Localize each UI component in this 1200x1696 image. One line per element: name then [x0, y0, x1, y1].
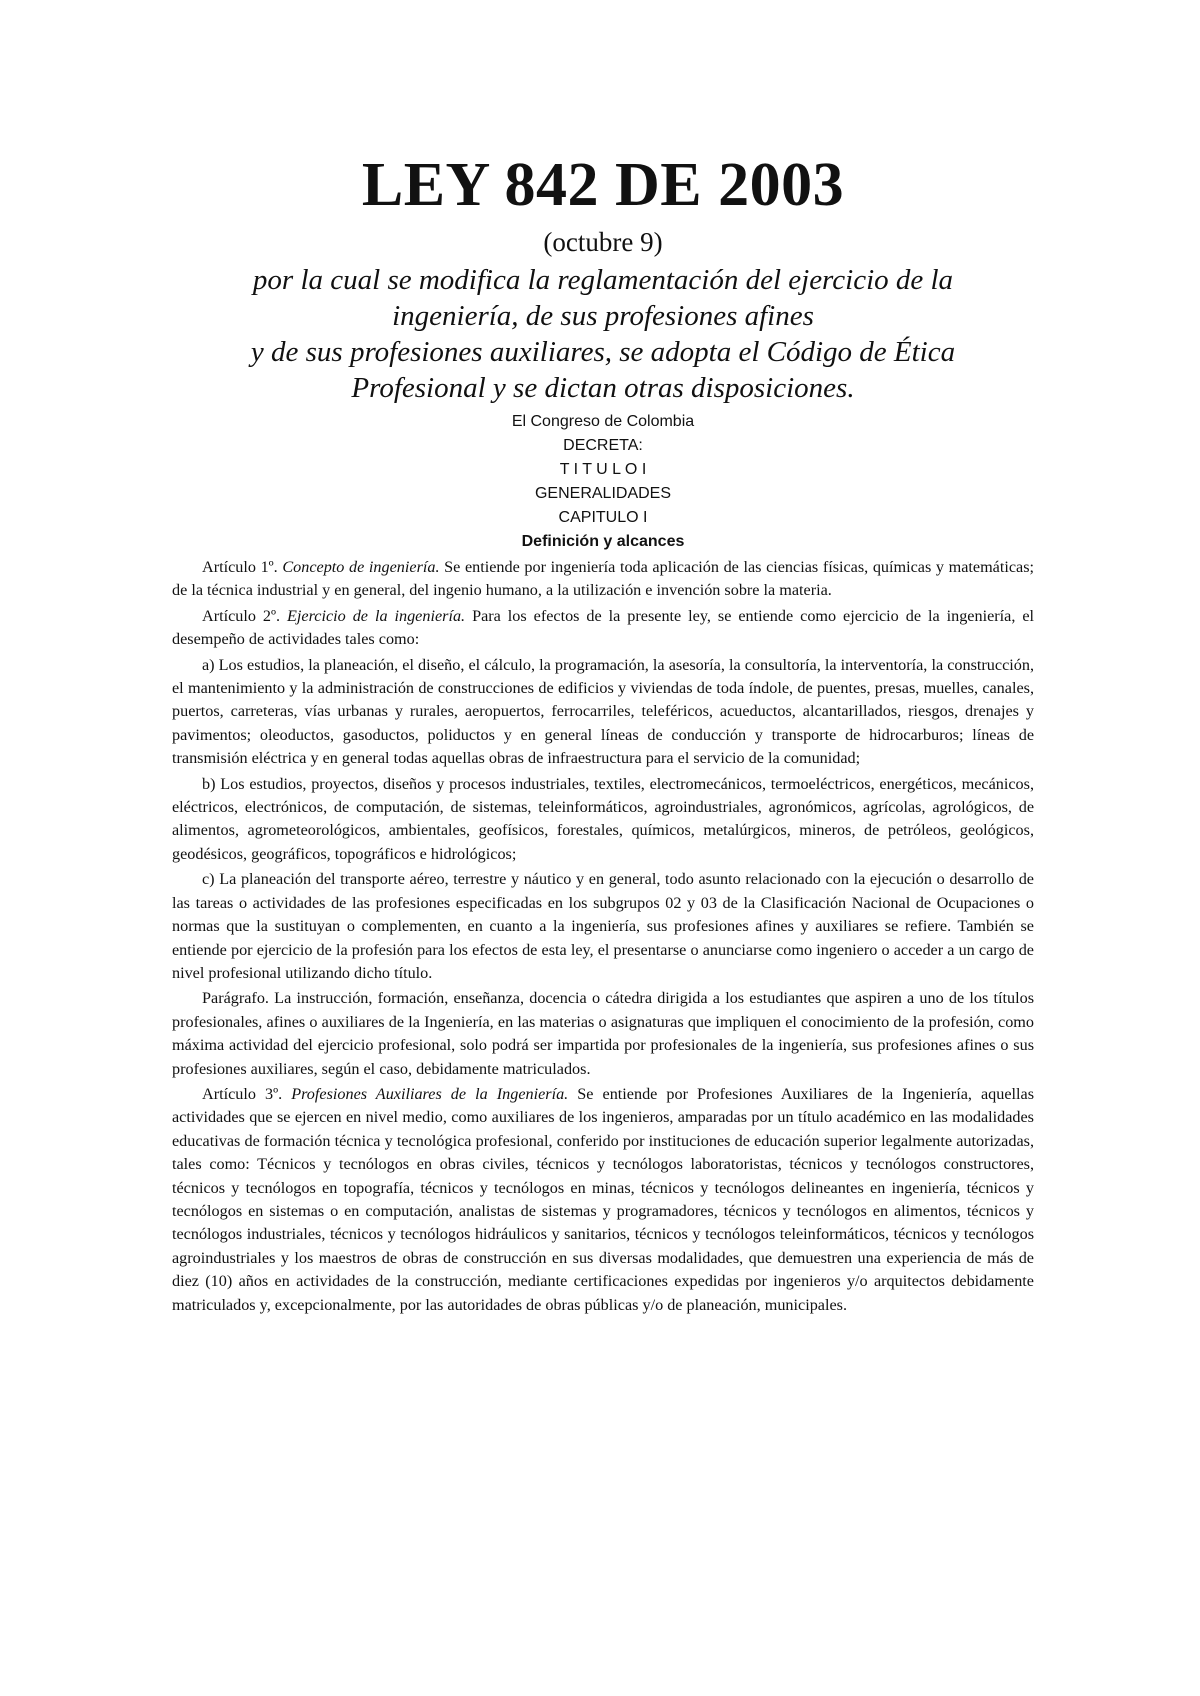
subtitle-line: por la cual se modifica la reglamentación del ejercicio de la	[252, 264, 954, 296]
subtitle-line: y de sus profesiones auxiliares, se adopta el Código de Ética	[250, 336, 956, 368]
decree-heading: DECRETA:	[563, 437, 643, 454]
article-label: Artículo 3º.	[202, 1084, 283, 1103]
article-text: Para los efectos de la presente ley, se entiende como ejercicio de la ingeniería, el desempeño de actividades tales como:	[172, 606, 1035, 649]
article-heading: Concepto de ingeniería.	[282, 558, 440, 576]
article-label: Artículo 2º.	[202, 606, 281, 625]
document-page	[172, 150, 1034, 1317]
capitulo-name: Definición y alcances	[521, 533, 685, 550]
law-subtitle	[172, 262, 1034, 406]
article-2-item-c: c) La planeación del transporte aéreo, terrestre y náutico y en general, todo asunto relacionado con la ejecución o desarrollo de las tareas o actividades de las profesiones especificadas en los subgrupos 02 y 03 de la Clasificación Nacional de Ocupaciones o normas que la sustituyan o complementen, en cuanto a la ingeniería, sus profesiones afines y auxiliares se refiere. También se entiende por ejercicio de la profesión para los efectos de esta ley, el presentarse o anunciarse como ingeniero o acceder a un cargo de nivel profesional utilizando dicho título.	[172, 870, 1034, 982]
article-1	[172, 556, 1034, 603]
article-heading: Ejercicio de la ingeniería.	[287, 606, 466, 625]
law-title: LEY 842 DE 2003	[361, 151, 845, 219]
subtitle-line: Profesional y se dictan otras disposiciones.	[351, 372, 855, 404]
article-text: Se entiende por Profesiones Auxiliares de la Ingeniería, aquellas actividades que se ejercen en nivel medio, como auxiliares de los ingenieros, amparadas por un título académico en las modalidades educativas de formación técnica y tecnológica profesional, conferido por instituciones de educación superior legalmente autorizadas, tales como: Técnicos y tecnólogos en obras civiles, técnicos y tecnólogos laboratoristas, técnicos y tecnólogos constructores, técnicos y tecnólogos en topografía, técnicos y tecnólogos en minas, técnicos y tecnólogos delineantes en ingeniería, técnicos y tecnólogos en sistemas o en computación, analistas de sistemas y programadores, técnicos y tecnólogos en alimentos, técnicos y tecnólogos industriales, técnicos y tecnólogos hidráulicos y sanitarios, técnicos y tecnólogos teleinformáticos, técnicos y tecnólogos agroindustriales y los maestros de obras de construcción en sus diversas modalidades, que demuestren una experiencia de más de diez (10) años en actividades de la construcción, mediante certificaciones expedidas por ingenieros y/o arquitectos debidamente matriculados y, excepcionalmente, por las autoridades de obras públicas y/o de planeación, municipales.	[172, 1084, 1035, 1314]
article-text: Se entiende por ingeniería toda aplicación de las ciencias físicas, químicas y matemáticas; de la técnica industrial y en general, del ingenio humano, a la utilización e invención sobre la materia.	[172, 558, 1035, 600]
titulo-heading: T I T U L O I	[559, 461, 647, 478]
subtitle-line: ingeniería, de sus profesiones afines	[392, 300, 814, 332]
titulo-name: GENERALIDADES	[534, 485, 672, 502]
document-body	[172, 556, 1034, 1317]
capitulo-heading: CAPITULO I	[558, 509, 648, 526]
law-date: (octubre 9)	[543, 227, 663, 257]
article-label: Artículo 1º.	[202, 558, 278, 576]
article-2-item-a: a) Los estudios, la planeación, el diseño, el cálculo, la programación, la asesoría, la consultoría, la interventoría, la construcción, el mantenimiento y la administración de construcciones de edificios y viviendas de toda índole, de puentes, presas, muelles, canales, puertos, carreteras, vías urbanas y rurales, aeropuertos, ferrocarriles, teleféricos, acueductos, alcantarillados, riesgos, drenajes y pavimentos; oleoductos, gasoductos, poliductos y en general líneas de conducción y transporte de hidrocarburos; líneas de transmisión eléctrica y en general todas aquellas obras de infraestructura para el servicio de la comunidad;	[172, 655, 1034, 768]
article-2	[172, 605, 1034, 652]
article-3	[172, 1083, 1034, 1317]
article-2-item-b: b) Los estudios, proyectos, diseños y procesos industriales, textiles, electromecánicos, termoeléctricos, energéticos, mecánicos, eléctricos, electrónicos, de computación, de sistemas, teleinformáticos, agroindustriales, agronómicos, agrícolas, agrológicos, de alimentos, agrometeorológicos, ambientales, geofísicos, forestales, químicos, metalúrgicos, mineros, de petróleos, geológicos, geodésicos, geográficos, topográficos e hidrológicos;	[172, 774, 1034, 863]
issuer: El Congreso de Colombia	[511, 413, 695, 430]
article-2-paragrafo: Parágrafo. La instrucción, formación, enseñanza, docencia o cátedra dirigida a los estudiantes que aspiren a uno de los títulos profesionales, afines o auxiliares de la Ingeniería, en las materias o asignaturas que impliquen el conocimiento de la profesión, como máxima actividad del ejercicio profesional, solo podrá ser impartida por profesionales de la ingeniería, sus profesiones afines o sus profesiones auxiliares, según el caso, debidamente matriculados.	[172, 989, 1034, 1078]
article-heading: Profesiones Auxiliares de la Ingeniería.	[291, 1084, 569, 1103]
